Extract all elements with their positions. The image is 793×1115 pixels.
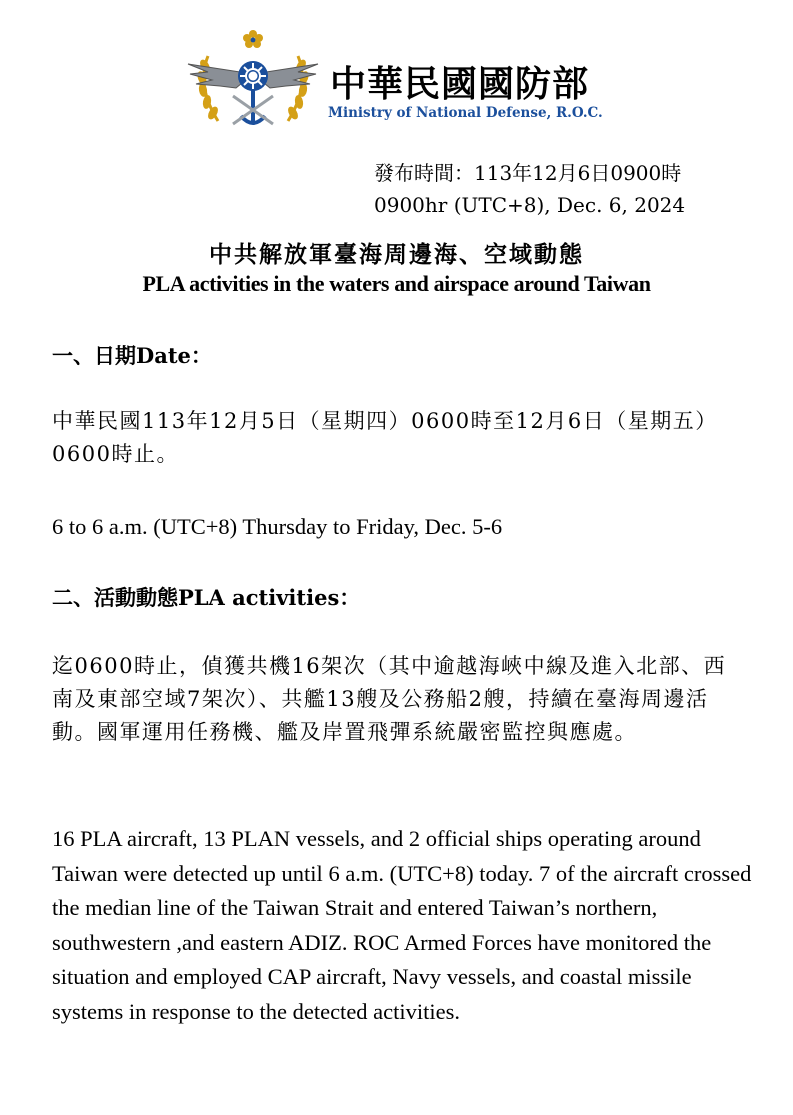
mnd-emblem-logo (178, 26, 328, 138)
org-name-zh: 中華民國國防部 (330, 64, 590, 105)
section-activities-body-en: 16 PLA aircraft, 13 PLAN vessels, and 2 official ships operating around Taiwan were detected up until 6 a.m. (UTC+8) today. 7 of the aircraft crossed the median line of the Taiwan Strait and entered Taiwan’s northern, southwestern ,and eastern ADIZ. ROC Armed Forces have monitored the situation and employed CAP aircraft, Navy vessels, and coastal missile systems in response to the detected activities. (52, 826, 752, 1024)
page-title-zh: 中共解放軍臺海周邊海、空域動態 (209, 241, 584, 268)
release-time-zh: 發布時間：113年12月6日0900時 (374, 161, 682, 185)
page-title-en: PLA activities in the waters and airspace around Taiwan (142, 271, 651, 296)
section-activities-body-zh: 迄0600時止，偵獲共機16架次（其中逾越海峽中線及進入北部、西南及東部空域7架次）、共艦13艘及公務船2艘，持續在臺海周邊活動。國軍運用任務機、艦及岸置飛彈系統嚴密監控與應處。 (52, 654, 727, 744)
section-activities-heading: 二、活動動態PLA activities： (52, 585, 361, 610)
section-date-body-zh: 中華民國113年12月5日（星期四）0600時至12月6日（星期五）0600時止。 (52, 409, 718, 466)
section-date-heading: 一、日期Date： (52, 343, 212, 368)
release-time-en: 0900hr (UTC+8), Dec. 6, 2024 (374, 193, 686, 217)
section-date-body-en: 6 to 6 a.m. (UTC+8) Thursday to Friday, Dec. 5-6 (52, 514, 503, 539)
emblem-icon (178, 26, 328, 138)
release-time (374, 157, 685, 221)
org-name-en: Ministry of National Defense, R.O.C. (328, 105, 603, 121)
